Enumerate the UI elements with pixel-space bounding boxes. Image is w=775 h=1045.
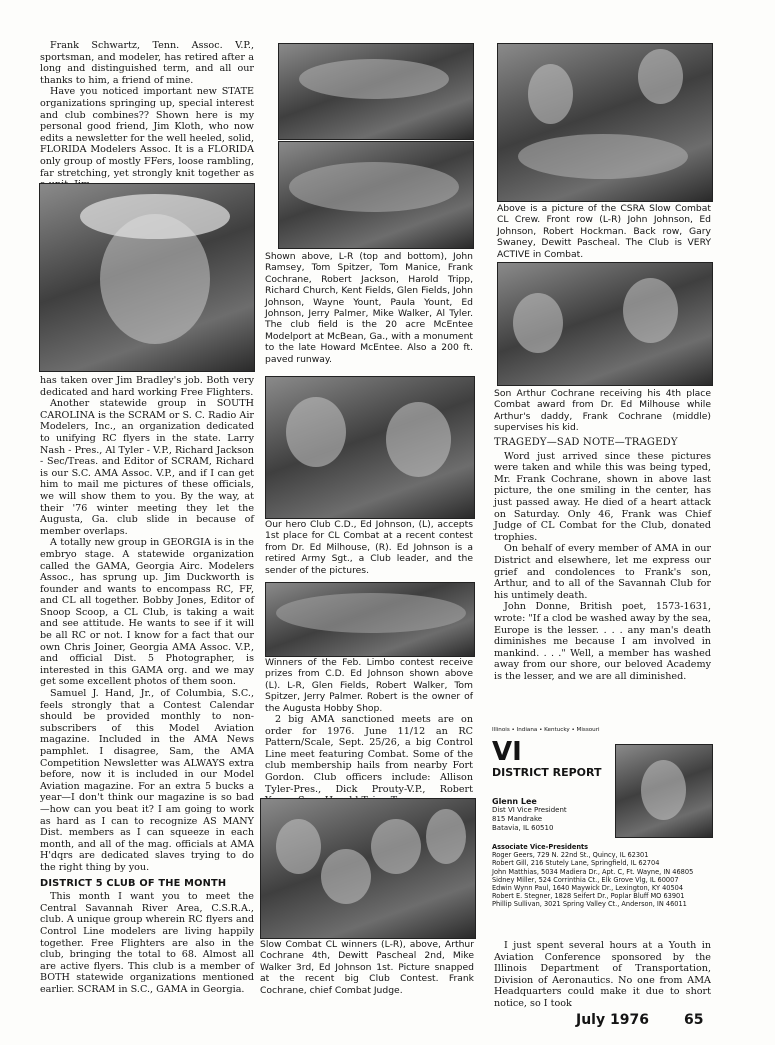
caption-arthur-text: Son Arthur Cochrane receiving his 4th place Combat award from Dr. Ed Milhouse while Arthur's daddy, Frank Cochrane (middle) supervises his kid.	[494, 388, 711, 434]
caption-combat-crew-text: Above is a picture of the CSRA Slow Combat CL Crew. Front row (L-R) John Johnson, Ed Johnson, Robert Hockman. Back row, Gary Swaney, Dewitt Pascheal. The Club is VERY ACTIVE in Combat.	[497, 203, 711, 260]
tragedy-paragraph-2: On behalf of every member of AMA in our District and elsewhere, let me express our grief and condolences to Frank's son, Arthur, and to all of the Savannah Club for his untimely death.	[494, 543, 711, 601]
photo-jim-kloth	[39, 183, 255, 372]
continued-paragraph: has taken over Jim Bradley's job. Both very dedicated and hard working Free Flighters.	[40, 375, 254, 398]
assoc-vp-item: Roger Geers, 729 N. 22nd St., Quincy, IL 62301	[492, 851, 649, 860]
assoc-vp-item: John Matthias, 5034 Madiera Dr., Apt. C, Ft. Wayne, IN 46805	[492, 867, 694, 876]
club-of-month-paragraph: This month I want you to meet the Central Savannah River Area, C.S.R.A., club. A unique group wherein RC flyers and Control Line modelers are living happily together. Free Flighters are also in the club, bringing the total to 68. Almost all are active flyers. This club is a member of BOTH statewide organizations mentioned earlier. SCRAM in S.C., GAMA in Georgia.	[40, 891, 254, 995]
assoc-vp-item: Phillip Sullivan, 3021 Spring Valley Ct., Anderson, IN 46011	[492, 900, 687, 909]
photo-arthur-award	[497, 262, 713, 386]
photo-field-top	[278, 43, 474, 140]
donne-paragraph: John Donne, British poet, 1573-1631, wrote: "If a clod be washed away by the sea, Europe is the lesser. . . . any man's death diminishes me because I am involved in mankind. . . ." Well, a member has washed away from our shore, our beloved Academy is the lesser, and we are all diminished.	[494, 601, 712, 682]
footer-date: July 1976	[576, 1012, 649, 1028]
caption-field	[265, 251, 473, 365]
photo-combat-crew	[497, 43, 713, 202]
assoc-vp-item: Robert Gill, 216 Stutely Lane, Springfield, IL 62704	[492, 859, 660, 868]
caption-limbo: Winners of the Feb. Limbo contest receive prizes from C.D. Ed Johnson shown above (L). L-R, Glen Fields, Robert Walker, Tom Spitzer, Jerry Palmer. Robert is the owner of the Augusta Hobby Shop.	[265, 657, 473, 714]
district-numeral: VI	[492, 737, 522, 767]
caption-slow-combat-text: Slow Combat CL winners (L-R), above, Arthur Cochrane 4th, Dewitt Pascheal 2nd, Mike Walker 3rd, Ed Johnson 1st. Picture snapped at the recent big Club Contest. Frank Cochrane, chief Combat Judge.	[260, 939, 474, 996]
left-column-top	[40, 40, 254, 191]
page-number: 65	[684, 1012, 704, 1028]
assoc-heading: Associate Vice-Presidents	[492, 843, 589, 851]
meets-paragraph: 2 big AMA sanctioned meets are on order for 1976. June 11/12 an RC Pattern/Scale, Sept. 25/26, a big Control Line meet featuring Combat. Some of the club membership hails from nearby Fort Gordon. Club officers include: Allison Tyler-Pres., Dick Prouty-V.P., Robert	[265, 714, 473, 795]
assoc-vps	[492, 843, 714, 909]
caption-slow-combat	[260, 939, 474, 996]
assoc-vp-item: Edwin Wynn Paul, 1640 Maywick Dr., Lexington, KY 40504	[492, 884, 684, 893]
closing-paragraph: I just spent several hours at a Youth in Aviation Conference sponsored by the Illinois Department of Transportation, Division of Aeronautics. No one from AMA Headquarters could make it due to short notice, so I took	[494, 940, 711, 1009]
vp-address-1: 815 Mandrake	[492, 815, 543, 823]
closing-text	[494, 940, 711, 1010]
club-of-month-heading: DISTRICT 5 CLUB OF THE MONTH	[40, 877, 227, 889]
photo-hero-cd	[265, 376, 475, 519]
caption-hero	[265, 519, 473, 576]
caption-field-text: Shown above, L-R (top and bottom), John Ramsey, Tom Spitzer, Tom Manice, Frank Cochrane, Robert Jackson, Harold Tripp, Richard Church, Kent Fields, Glen Fields, John Johnson, Wayne Yount, Paula Yount, Ed Johnson, Jerry Palmer, Mike Walker, Al Tyler. The club field is the 20 acre McEntee Modelport at McBean, Ga., with a monument to the late Howard McEntee. Also a 200 ft. paved runway.	[265, 251, 473, 365]
hand-paragraph: Samuel J. Hand, Jr., of Columbia, S.C., feels strongly that a Contest Calendar should be provided monthly to non-subscribers of this Model Aviation magazine. Included in the AMA News pamphlet. I disagree, Sam, the AMA Competition Newsletter was ALWAYS extra before, now it is included in our Model Aviation magazine. For an extra 5 bucks a year—I don't think our magazine is so bad—how can you beat it? I am going to work as hard as I can to recognize AS MANY Dist. members as I can squeeze in each month, and all of the mag. officials at AMA H'dqrs are dedicated slaves trying to do the right thing by you.	[40, 688, 254, 873]
vp-address-2: Batavia, IL 60510	[492, 824, 554, 832]
tragedy-heading: TRAGEDY—SAD NOTE—TRAGEDY	[494, 437, 678, 448]
tragedy-paragraph-1: Word just arrived since these pictures were taken and while this was being typed, Mr. Frank Cochrane, shown in above last picture, the one smiling in the center, has just passed away. He died of a heart attack on Saturday. Only 46, Frank was Chief Judge of CL Combat for the Club, donated trophies.	[494, 450, 711, 543]
right-column-text	[494, 433, 711, 682]
caption-hero-text: Our hero Club C.D., Ed Johnson, (L), accepts 1st place for CL Combat at a recent contest from Dr. Ed Milhouse, (R). Ed Johnson is a retired Army Sgt., a Club leader, and the sender of the pictures.	[265, 519, 473, 576]
state-orgs-paragraph: Have you noticed important new STATE organizations springing up, special interest and club combines?? Shown here is my personal good friend, Jim Kloth, who now edits a newsletter for the well heeled, solid, FLORIDA Modelers Assoc. It is a FLORIDA only group of mostly FFers, loose rambling, far stretching, yet strongly knit together as	[40, 86, 254, 179]
vp-info	[492, 797, 612, 833]
vp-title: Dist VI Vice President	[492, 806, 567, 814]
photo-limbo-winners	[265, 582, 475, 657]
georgia-paragraph: A totally new group in GEORGIA is in the embryo stage. A statewide organization called the GAMA, Georgia Airc. Modelers Assoc., has sprung up. Jim Duckworth is founder and wants to encompass RC, FF, and CL all together. Bobby Jones, Editor of Snoop Scoop, a CL Club, is taking a wait and see attitude. He wants to see if it will be all RC or not. I know for a fact that our own Chris Joiner, Georgia AMA Assoc. V.P., and official Dist. 5 Photographer, is interested in this GAMA org. and we may get some excellent photos of them soon.	[40, 537, 254, 688]
middle-text	[265, 657, 473, 807]
intro-paragraph: Frank Schwartz, Tenn. Assoc. V.P., sportsman, and modeler, has retired after a long and distinguished term, and all our thanks to him, a friend of mine.	[40, 40, 254, 86]
assoc-vp-item: Sidney Miller, 524 Corrinthia Ct., Elk Grove Vlg, IL 60007	[492, 875, 679, 884]
district-title: DISTRICT REPORT	[492, 766, 602, 779]
left-column-bottom	[40, 375, 254, 995]
photo-field-bottom	[278, 141, 474, 249]
south-carolina-paragraph: Another statewide group in SOUTH CAROLINA is the SCRAM or S. C. Radio Air Modelers, Inc., an organization dedicated to unifying RC flyers in the state. Larry Nash - Pres., Al Tyler - V.P., Richard Jackson - Sec/Treas. and Editor of SCRAM, Richard is our S.C. AMA Assoc. V.P., and if I can get him to mail me pictures of these officials, we will show them to you. By the way, at their '76 winter meeting they let the Augusta, Ga. club slide in because of member overlaps.	[40, 398, 254, 537]
district-states: Illinois • Indiana • Kentucky • Missouri	[492, 727, 600, 733]
assoc-vp-item: Robert E. Stegner, 1828 Seifert Dr., Poplar Bluff MO 63901	[492, 892, 685, 901]
caption-arthur	[494, 388, 711, 434]
vp-name: Glenn Lee	[492, 797, 537, 806]
caption-combat-crew	[497, 203, 711, 260]
photo-glenn-lee	[615, 744, 713, 838]
photo-slow-combat-winners	[260, 798, 476, 939]
